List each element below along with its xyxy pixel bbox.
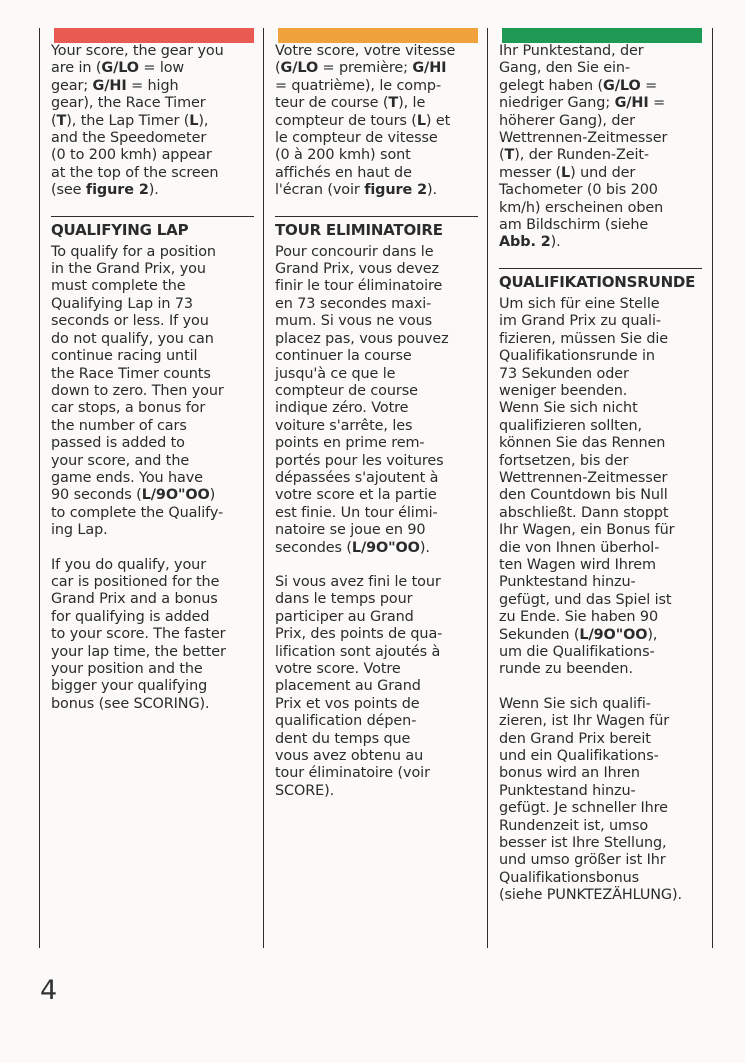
- english-section-heading: QUALIFYING LAP: [51, 220, 189, 239]
- german-column: [499, 28, 702, 905]
- german-heading-rule: [499, 268, 702, 269]
- german-section-heading: QUALIFIKATIONSRUNDE: [499, 272, 696, 291]
- english-column: [51, 28, 254, 713]
- german-paragraph-2: Wenn Sie sich qualifi- zieren, ist Ihr Wagen für den Grand Prix bereit und ein Qualifikations- bonus wird an Ihren Punktestand hinzu- gefügt. Je schneller Ihre Rundenzeit ist, umso besser ist Ihre Stellung, und umso größer ist Ihr Qualifikationsbonus (siehe PUNKTEZÄHLUNG).: [499, 695, 682, 904]
- french-color-bar: [278, 28, 478, 43]
- column-rule-left: [39, 28, 40, 948]
- german-paragraph-1: Um sich für eine Stelle im Grand Prix zu quali- fizieren, müssen Sie die Qualifikationsrunde in 73 Sekunden oder weniger beenden. Wenn Sie sich nicht qualifizieren sollten, können Sie das Rennen fortsetzen, bis der Wettrennen-Zeitmesser den Countdown bis Null abschließt. Dann stoppt Ihr Wagen, ein Bonus für die von Ihnen überhol- ten Wagen wird Ihrem Punktestand hinzu- gefügt, und das Spiel ist zu Ende. Sie haben 90 Sekunden (L/9O"OO), um die Qualifikations- runde zu beenden.: [499, 295, 675, 678]
- english-heading-rule: [51, 216, 254, 217]
- column-rule-2: [263, 28, 264, 948]
- english-color-bar: [54, 28, 254, 43]
- french-section-heading: TOUR ELIMINATOIRE: [275, 220, 443, 239]
- english-paragraph-1: To qualify for a position in the Grand Prix, you must complete the Qualifying Lap in 73 seconds or less. If you do not qualify, you can continue racing until the Race Timer counts down to zero. Then your car stops, a bonus for the number of cars passed is added to your score, and the game ends. You have 90 seconds (L/9O"OO) to complete the Qualify- ing Lap.: [51, 243, 224, 539]
- column-rule-right: [712, 28, 713, 948]
- german-color-bar: [502, 28, 702, 43]
- french-column: [275, 28, 478, 800]
- german-intro: Ihr Punktestand, der Gang, den Sie ein- gelegt haben (G/LO = niedriger Gang; G/HI = höherer Gang), der Wettrennen-Zeitmesser (T), der Runden-Zeit- messer (L) und der Tachometer (0 bis 200 km/h) erscheinen oben am Bildschirm (siehe Abb. 2).: [499, 43, 668, 251]
- column-rule-3: [487, 28, 488, 948]
- french-paragraph-2: Si vous avez fini le tour dans le temps pour participer au Grand Prix, des points de qua- lification sont ajoutés à votre score. Votre placement au Grand Prix et vos points de qualification dépen- dent du temps que vous avez obtenu au tour éliminatoire (voir SCORE).: [275, 573, 443, 799]
- english-intro: Your score, the gear you are in (G/LO = low gear; G/HI = high gear), the Race Timer (T), the Lap Timer (L), and the Speedometer (0 to 200 kmh) appear at the top of the screen (see figure 2).: [51, 43, 224, 199]
- page-number: 4: [40, 975, 58, 1006]
- english-paragraph-2: If you do qualify, your car is positioned for the Grand Prix and a bonus for qualifying is added to your score. The faster your lap time, the better your position and the bigger your qualifying bonus (see SCORING).: [51, 556, 226, 712]
- french-paragraph-1: Pour concourir dans le Grand Prix, vous devez finir le tour éliminatoire en 73 secondes maxi- mum. Si vous ne vous placez pas, vous pouvez continuer la course jusqu'à ce que le compteur de course indique zéro. Votre voiture s'arrête, les points en prime rem- portés pour les voitures dépassées s'ajoutent à votre score et la partie est finie. Un tour élimi- natoire se joue en 90 secondes (L/9O"OO).: [275, 243, 449, 556]
- french-intro: Votre score, votre vitesse (G/LO = première; G/HI = quatrième), le comp- teur de course (T), le compteur de tours (L) et le compteur de vitesse (0 à 200 kmh) sont affichés en haut de l'écran (voir figure 2).: [275, 43, 456, 199]
- french-heading-rule: [275, 216, 478, 217]
